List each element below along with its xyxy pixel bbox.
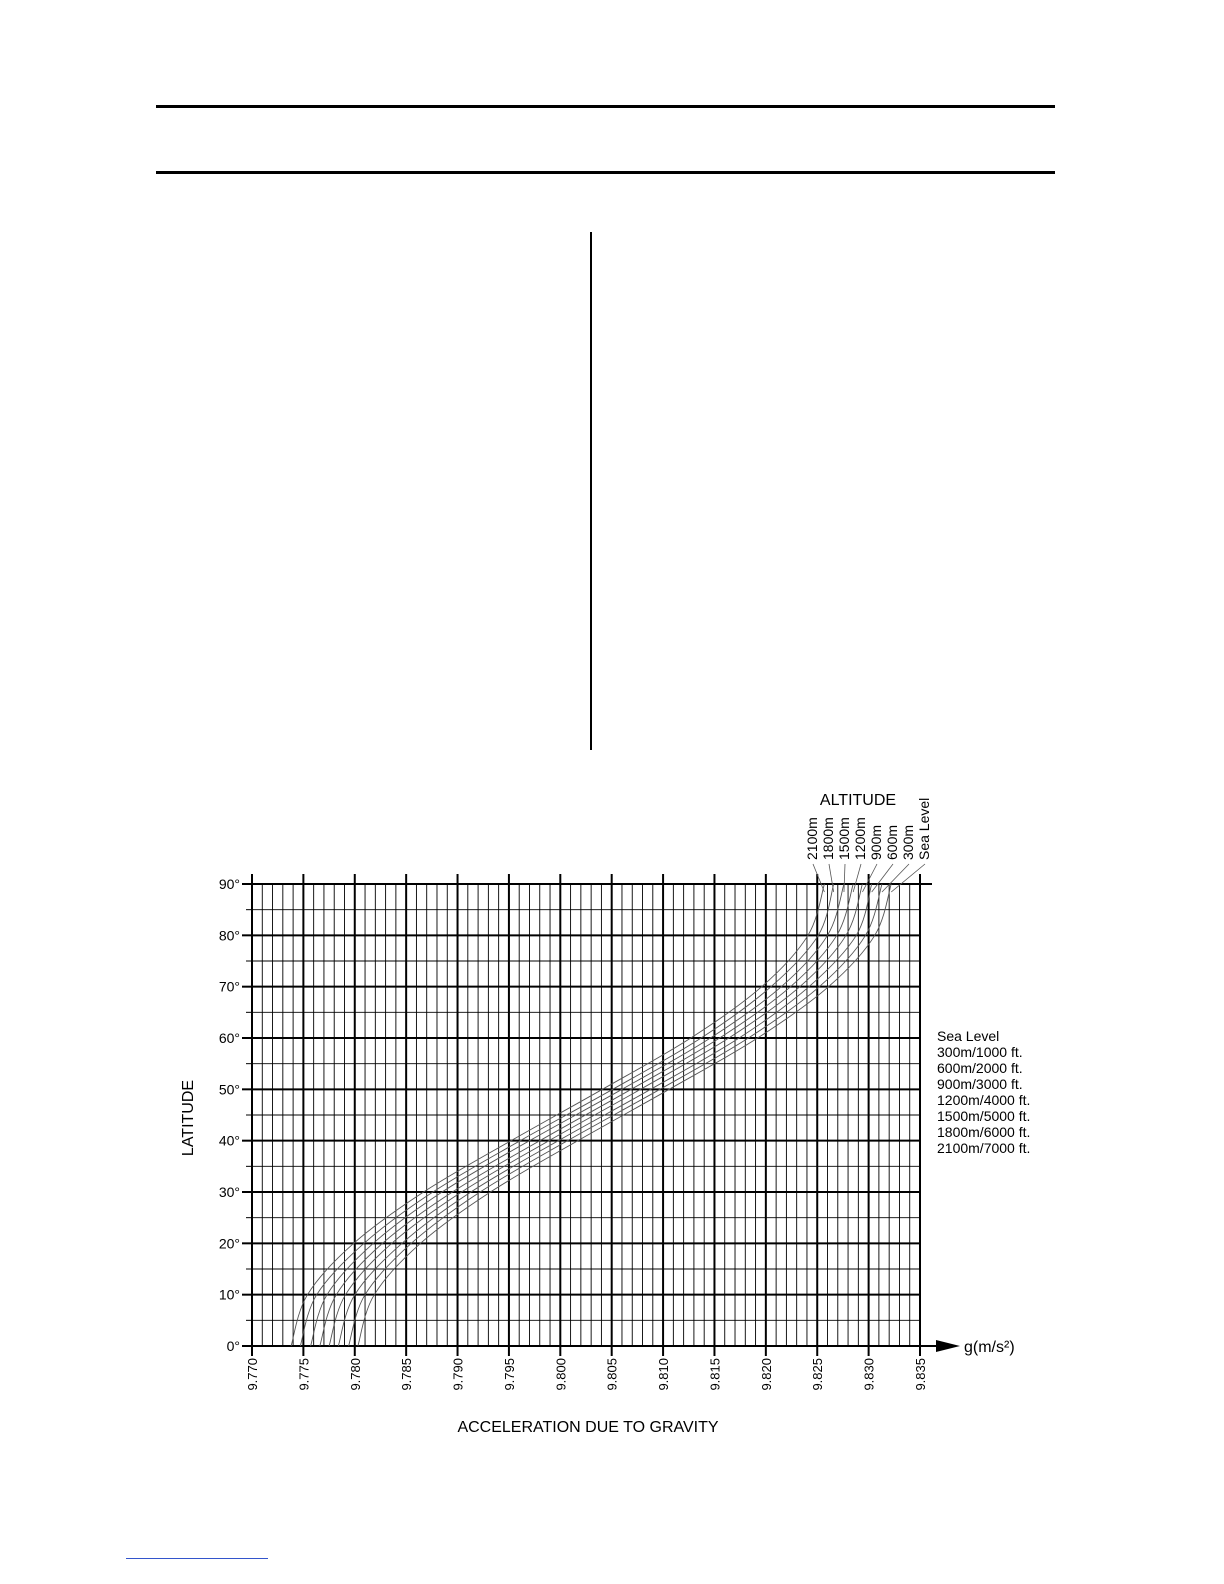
x-unit-label: g(m/s²) (964, 1339, 1015, 1356)
altitude-label: 2100m (804, 817, 820, 860)
legend-entry: 900m/3000 ft. (937, 1076, 1023, 1092)
legend-entry: 600m/2000 ft. (937, 1060, 1023, 1076)
x-tick-label: 9.770 (245, 1358, 260, 1391)
legend-entry: 1200m/4000 ft. (937, 1092, 1031, 1108)
x-axis-arrow (936, 1340, 960, 1352)
altitude-leader (882, 864, 909, 892)
y-tick-label: 20° (218, 1235, 240, 1252)
x-tick-label: 9.790 (450, 1358, 466, 1391)
legend-entry: 300m/1000 ft. (937, 1044, 1023, 1060)
x-tick-label: 9.820 (758, 1358, 774, 1391)
legend-entry: 1500m/5000 ft. (937, 1108, 1031, 1124)
altitude-label: 300m (900, 824, 916, 860)
y-tick-label: 10° (218, 1286, 240, 1303)
y-tick-label: 0° (226, 1338, 240, 1354)
altitude-label: 1500m (836, 817, 852, 860)
altitude-label: 600m (884, 824, 900, 860)
altitude-label: 1200m (852, 817, 868, 860)
x-tick-label: 9.835 (913, 1358, 928, 1391)
x-tick-label: 9.795 (501, 1358, 517, 1391)
y-tick-label: 50° (218, 1081, 240, 1098)
y-tick-label: 40° (218, 1132, 240, 1149)
x-axis-title: ACCELERATION DUE TO GRAVITY (457, 1419, 719, 1436)
y-tick-label: 80° (218, 927, 240, 944)
x-tick-label: 9.825 (810, 1358, 826, 1391)
x-tick-label: 9.775 (296, 1358, 312, 1391)
x-tick-label: 9.800 (553, 1358, 569, 1391)
legend-entry: 1800m/6000 ft. (937, 1124, 1031, 1140)
altitude-header: ALTITUDE (819, 792, 897, 809)
x-tick-label: 9.785 (399, 1358, 415, 1391)
y-tick-label: 90° (218, 876, 240, 892)
y-tick-label: 30° (218, 1184, 240, 1200)
x-tick-label: 9.830 (861, 1358, 877, 1391)
altitude-leader (813, 864, 824, 892)
legend-entry: 2100m/7000 ft. (937, 1140, 1031, 1156)
chart-labels (180, 792, 1030, 1436)
altitude-leader (844, 864, 845, 892)
altitude-label: Sea Level (916, 797, 932, 860)
legend-entry: Sea Level (937, 1028, 1000, 1044)
x-tick-label: 9.805 (604, 1358, 620, 1391)
x-tick-label: 9.815 (707, 1358, 723, 1391)
altitude-leader (853, 864, 861, 892)
x-tick-label: 9.780 (347, 1358, 363, 1391)
altitude-label: 1800m (820, 817, 836, 860)
y-tick-label: 70° (218, 978, 240, 995)
altitude-label: 900m (868, 824, 884, 860)
x-tick-label: 9.810 (656, 1358, 672, 1391)
y-axis-title: LATITUDE (180, 1079, 197, 1157)
y-tick-label: 60° (218, 1030, 240, 1046)
altitude-leader (829, 864, 834, 892)
